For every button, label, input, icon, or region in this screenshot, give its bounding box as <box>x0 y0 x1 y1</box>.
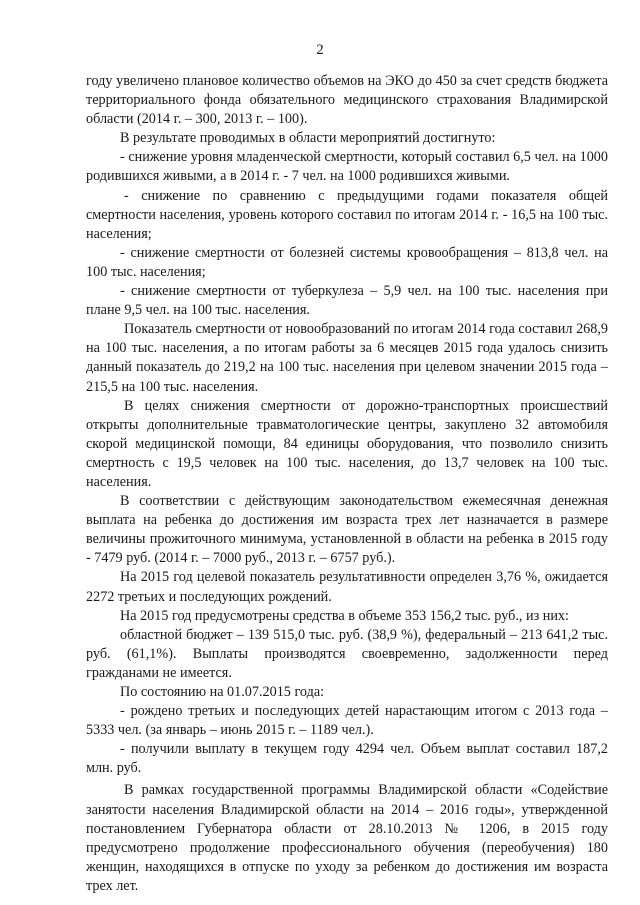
paragraph-employment-program: В рамках государственной программы Владимирской области «Содействие занятости населения Владимирской области на 2014 – 2016 годы», утвержденной постановлением Губернатора области от 28.10.2013 № 1206, в 2015 году предусмотрено продолжение профессионального обучения (переобучения) 180 женщин, находящихся в отпуске по уходу за ребенком до достижения им возраста трех лет. <box>86 782 608 894</box>
paragraph-traffic-mortality: В целях снижения смертности от дорожно-транспортных происшествий открыты дополнительные травматологические центры, закуплено 32 автомобиля скорой медицинской помощи, 84 единицы оборудования, что позволило снизить смертность с 19,5 человек на 100 тыс. населения, до 13,7 человек на 100 тыс. населения. <box>86 397 608 490</box>
paragraph-tuberculosis-mortality: - снижение смертности от туберкулеза – 5,9 чел. на 100 тыс. населения при плане 9,5 чел. на 100 тыс. населения. <box>86 283 608 319</box>
paragraph-funding-breakdown: областной бюджет – 139 515,0 тыс. руб. (38,9 %), федеральный – 213 641,2 тыс. руб. (61,1%). Выплаты производятся своевременно, задолженности перед гражданами не имеется. <box>86 626 608 681</box>
paragraph-monthly-payment: В соответствии с действующим законодательством ежемесячная денежная выплата на ребенка до достижения им возраста трех лет назначается в размере величины прожиточного минимума, установленной в области на ребенка в 2015 году - 7479 руб. (2014 г. – 7000 руб., 2013 г. – 6757 руб.). <box>86 493 608 567</box>
paragraph-status-date: По состоянию на 01.07.2015 года: <box>120 684 325 700</box>
paragraph-payments-received: - получили выплату в текущем году 4294 чел. Объем выплат составил 187,2 млн. руб. <box>86 741 608 777</box>
paragraph-circulatory-mortality: - снижение смертности от болезней системы кровообращения – 813,8 чел. на 100 тыс. населения; <box>86 244 608 280</box>
paragraph-children-born: - рождено третьих и последующих детей нарастающим итогом с 2013 года – 5333 чел. (за январь – июнь 2015 г. – 1189 чел.). <box>86 703 608 739</box>
paragraph-results-intro: В результате проводимых в области мероприятий достигнуто: <box>120 130 496 147</box>
paragraph-funding-total: На 2015 год предусмотрены средства в объеме 353 156,2 тыс. руб., из них: <box>120 607 569 624</box>
paragraph-infant-mortality: - снижение уровня младенческой смертности, который составил 6,5 чел. на 1000 родившихся живыми, а в 2014 г. - 7 чел. на 1000 родившихся живыми. <box>86 149 608 185</box>
paragraph-eco: году увеличено плановое количество объемов на ЭКО до 450 за счет средств бюджета территориального фонда обязательного медицинского страхования Владимирской области (2014 г. – 300, 2013 г. – 100). <box>86 73 608 128</box>
paragraph-target-indicator: На 2015 год целевой показатель результативности определен 3,76 %, ожидается 2272 третьих и последующих рождений. <box>86 569 608 605</box>
paragraph-general-mortality: - снижение по сравнению с предыдущими годами показателя общей смертности населения, уровень которого составил по итогам 2014 г. - 16,5 на 100 тыс. населения; <box>86 187 608 242</box>
document-body <box>86 72 608 896</box>
paragraph-neoplasm-mortality: Показатель смертности от новообразований по итогам 2014 года составил 268,9 на 100 тыс. населения, а по итогам работы за 6 месяцев 2015 года удалось снизить данный показатель до 219,2 на 100 тыс. населения при целевом значении 2015 года – 215,5 на 100 тыс. населения. <box>86 321 608 395</box>
page-number: 2 <box>316 42 324 58</box>
